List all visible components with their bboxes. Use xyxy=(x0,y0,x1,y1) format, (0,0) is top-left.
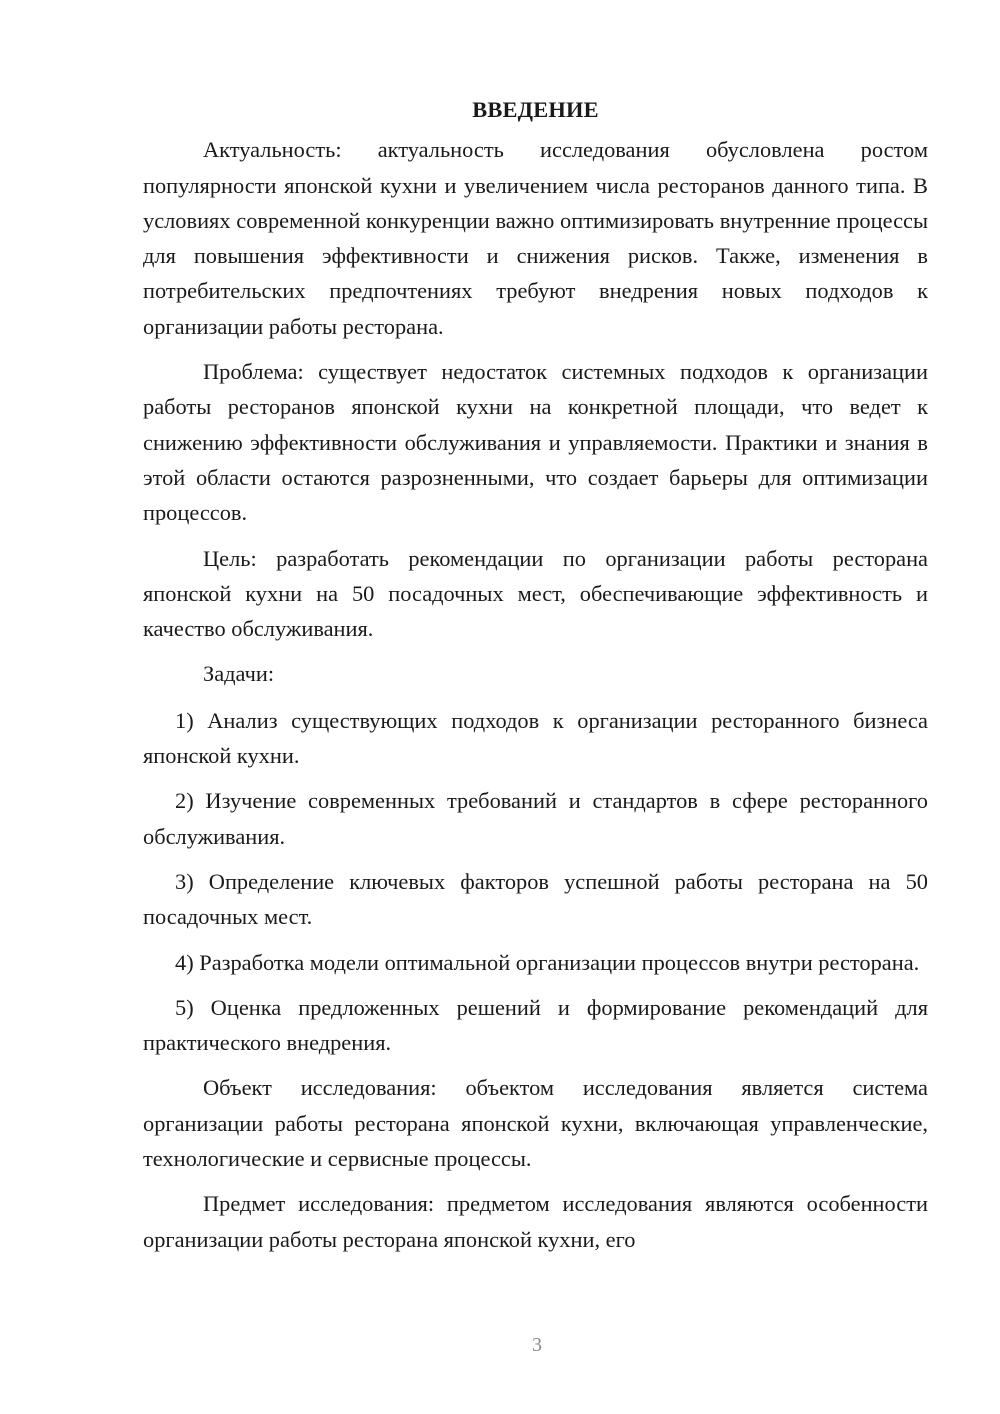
paragraph-subject: Предмет исследования: предметом исследования являются особенности организации работы ресторана японской кухни, его xyxy=(143,1191,928,1252)
paragraph-goal: Цель: разработать рекомендации по организации работы ресторана японской кухни на 50 посадочных мест, обеспечивающие эффективность и качество обслуживания. xyxy=(143,545,928,642)
task-item-2: 2) Изучение современных требований и стандартов в сфере ресторанного обслуживания. xyxy=(143,788,928,849)
section-title: ВВЕДЕНИЕ xyxy=(472,97,599,122)
page-number: 3 xyxy=(532,1334,542,1356)
page-content xyxy=(143,92,928,1267)
tasks-heading: Задачи: xyxy=(203,661,275,687)
paragraph-object: Объект исследования: объектом исследования является система организации работы ресторана японской кухни, включающая управленческие, технологические и сервисные процессы. xyxy=(143,1075,928,1172)
task-item-5: 5) Оценка предложенных решений и формирование рекомендаций для практического внедрения. xyxy=(143,994,928,1056)
paragraph-relevance: Актуальность: актуальность исследования обусловлена ростом популярности японской кухни и увеличением числа ресторанов данного типа. В условиях современной конкуренции важно оптимизировать внутренние процессы для повышения эффективности и снижения рисков. Также, изменения в потребительских предпочтениях требуют внедрения новых подходов к организации работы ресторана. xyxy=(143,137,928,339)
task-item-4: 4) Разработка модели оптимальной организации процессов внутри ресторана. xyxy=(175,949,920,975)
task-item-3: 3) Определение ключевых факторов успешной работы ресторана на 50 посадочных мест. xyxy=(143,868,928,930)
paragraph-problem: Проблема: существует недостаток системных подходов к организации работы ресторанов японской кухни на конкретной площади, что ведет к снижению эффективности обслуживания и управляемости. Практики и знания в этой области остаются разрозненными, что создает барьеры для оптимизации процессов. xyxy=(143,359,928,526)
task-item-1: 1) Анализ существующих подходов к организации ресторанного бизнеса японской кухни. xyxy=(143,707,928,769)
